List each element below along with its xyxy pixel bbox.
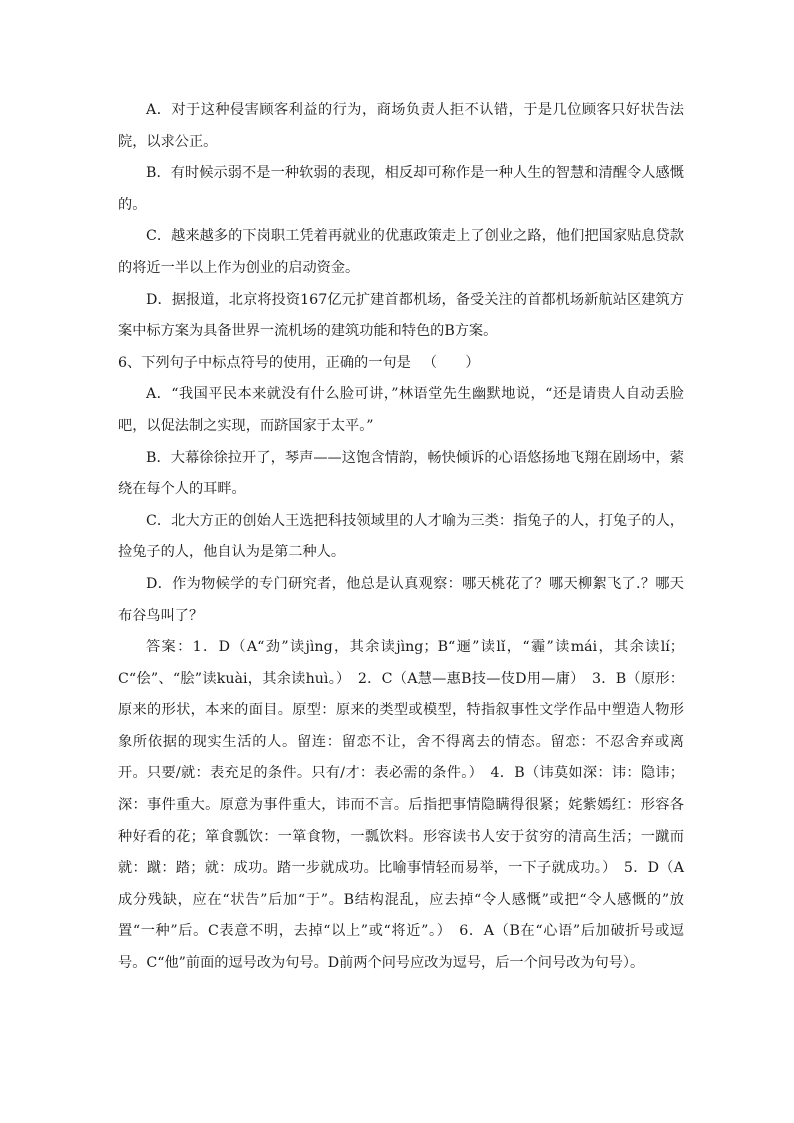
answer-blank: （ ）: [422, 354, 480, 371]
document-page: [118, 95, 684, 980]
question-6-option-a: A．“我国平民本来就没有什么脸可讲，”林语堂先生幽默地说，“还是请贵人自动丢脸吧，以促法制之实现，而跻国家于太平。”: [118, 386, 684, 434]
question-6-stem-text: 6、下列句子中标点符号的使用，正确的一句是: [118, 354, 411, 371]
question-5-option-c: C．越来越多的下岗职工凭着再就业的优惠政策走上了创业之路，他们把国家贴息贷款的将近一半以上作为创业的启动资金。: [118, 228, 684, 276]
question-5-option-b: B．有时候示弱不是一种软弱的表现，相反却可称作是一种人生的智慧和清醒令人感慨的。: [118, 165, 684, 213]
answer-key: 答案：1．D（A“劲”读jìng，其余读jìng；B“逦”读lǐ，“霾”读mái，其余读lí；C“侩”、“脍”读kuài，其余读huì。） 2．C（A慧—惠B技—伎D用—庸） 3．B（原形：原来的形状，本来的面目。原型：原来的类型或模型，特指叙事性文学作品中塑造人物形象所依据的现实生活的人。留连：留恋不让，舍不得离去的情态。留恋：不忍舍弃或离开。只要/就：表充足的条件。只有/才：表必需的条件。） 4．B（讳莫如深：讳：隐讳；深：事件重大。原意为事件重大，讳而不言。后指把事情隐瞒得很紧；姹紫嫣红：形容各种好看的花；箪食瓢饮：一箪食物，一瓢饮料。形容读书人安于贫穷的清高生活；一蹴而就：蹴：踏；就：成功。踏一步就成功。比喻事情轻而易举，一下子就成功。） 5．D（A成分残缺，应在“状告”后加“于”。B结构混乱，应去掉“令人感慨”或把“令人感慨的”放置“一种”后。C表意不明，去掉“以上”或“将近”。） 6．A（B在“心语”后加破折号或逗号。C“他”前面的逗号改为句号。D前两个问号应改为逗号，后一个问号改为句号）。: [118, 639, 684, 972]
question-6-option-c: C．北大方正的创始人王选把科技领域里的人才喻为三类：指兔子的人，打兔子的人，捡兔子的人，他自认为是第二种人。: [118, 512, 684, 561]
question-5-option-d: D．据报道，北京将投资167亿元扩建首都机场，备受关注的首都机场新航站区建筑方案中标方案为具备世界一流机场的建筑功能和特色的B方案。: [118, 291, 684, 340]
question-6-stem: [118, 348, 684, 380]
question-6-option-d: D．作为物候学的专门研究者，他总是认真观察：哪天桃花了？哪天柳絮飞了.？哪天布谷鸟叫了？: [118, 575, 684, 624]
question-5-option-a: A．对于这种侵害顾客利益的行为，商场负责人拒不认错，于是几位顾客只好状告法院，以求公正。: [118, 102, 684, 150]
question-6-option-b: B．大幕徐徐拉开了，琴声——这饱含情韵，畅快倾诉的心语悠扬地飞翔在剧场中，萦绕在每个人的耳畔。: [118, 449, 684, 498]
